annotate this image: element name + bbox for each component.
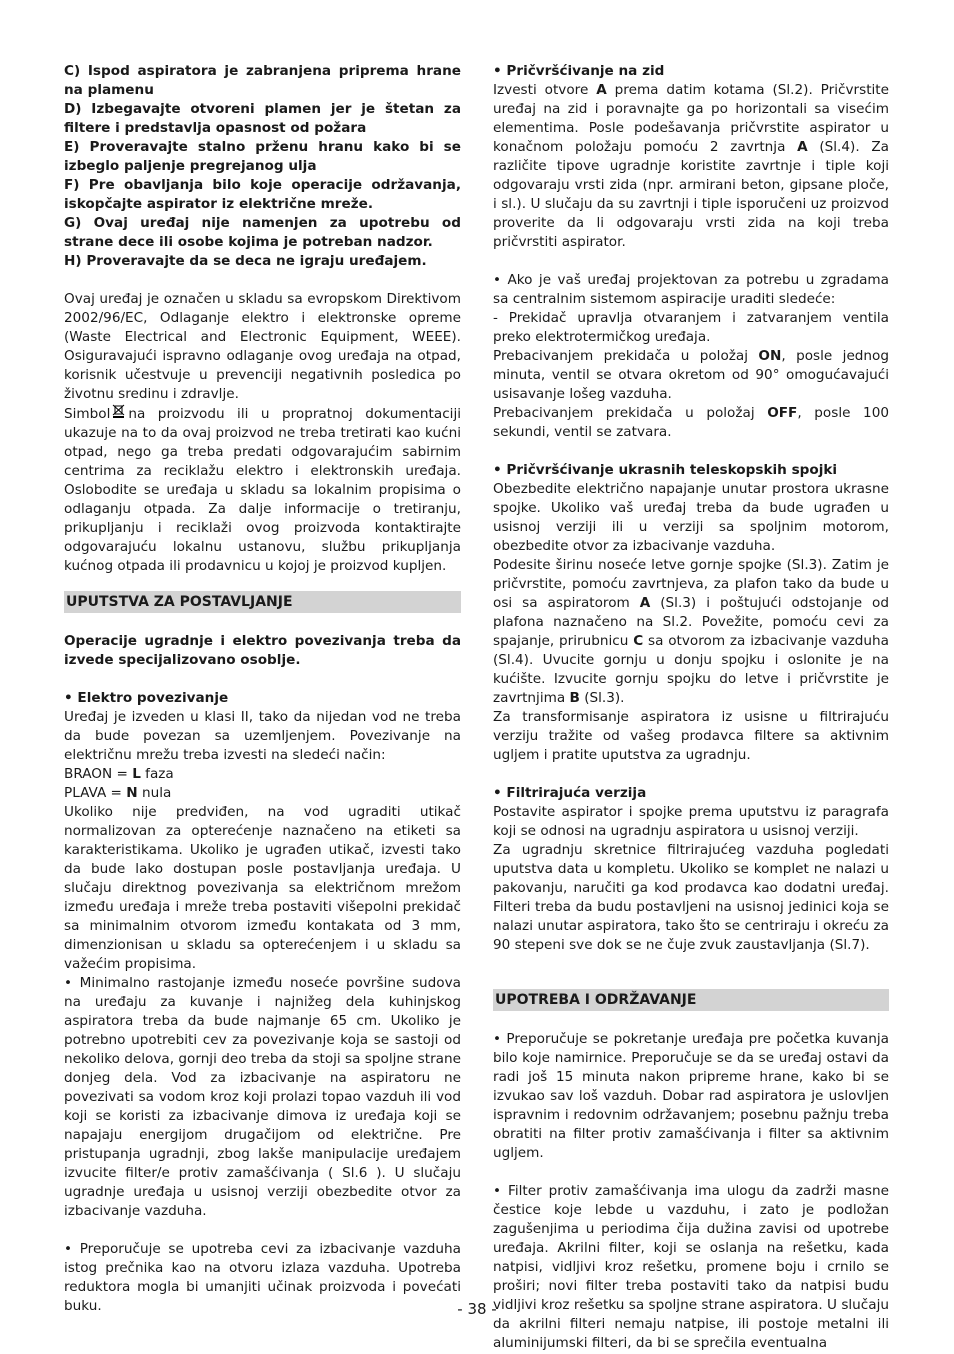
filter-version-title: • Filtrirajuća verzija	[493, 785, 647, 801]
wall-key-a2: A	[797, 139, 808, 155]
warning-e: E) Proveravajte stalno prženu hranu kako bi se izbeglo paljenje pregrejanog ulja	[64, 139, 461, 174]
telescopic-title: • Pričvršćivanje ukrasnih teleskopskih spojki	[493, 462, 838, 478]
warning-g: G) Ovaj uređaj nije namenjen za upotrebu od strane dece ili osobe kojima je potreban nadzor.	[64, 215, 461, 250]
brown-label: BRAON =	[64, 766, 133, 782]
on-text-2: , posle jednog minuta, ventil se otvara okretom od 90° omogućavajući usisavanje lošeg vazduha.	[493, 348, 889, 402]
filter-version-text-1: Postavite aspirator i spojke prema uputstvu iz paragrafa koji se odnosi na ugradnju aspiratora u usisnoj verziji.	[493, 804, 889, 839]
tele-key-a: A	[639, 595, 651, 611]
blue-key: N	[126, 785, 138, 801]
switch-off-text	[493, 404, 889, 442]
use-text-2: • Filter protiv zamašćivanja ima ulogu da zadrži masne čestice koje lebde u vazduhu, i zato je podložan zagušenjima u periodima čija dužina zavisi od upotrebe uređaja. Akrilni filter, koji se oslanja na rešetku, kada natpisi, vidljivi kroz rešetku, promene boju i crnilo se proširi; novi filter treba postaviti tako da natpisi budu vidljivi kroz rešetku sa spoljne strane aspiratora. U slučaju da akrilni filteri nemaju natpise, ili postoje metalni ili aluminijumski filteri, da bi se sprečila eventualna	[493, 1183, 889, 1351]
central-system-switch-text: - Prekidač upravlja otvaranjem i zatvaranjem ventila preko elektrotermičkog uređaja.	[493, 310, 889, 345]
weee-symbol-paragraph	[64, 404, 461, 576]
tele-key-b: B	[569, 690, 580, 706]
wall-mount-text	[493, 81, 889, 252]
weee-paragraph: Ovaj uređaj je označen u skladu sa evropskom Direktivom 2002/96/EC, Odlaganje elektro i elektronske opreme (Waste Electrical and Electronic Equipment, WEEE). Osiguravajući ispravno odlaganje ovog uređaja na otpad, korisnik učestvuje u prevenciji negativnih posledica po životnu sredinu i zdravlje.	[64, 291, 461, 402]
heading-use-maintenance: UPOTREBA I ODRŽAVANJE	[493, 989, 889, 1011]
install-intro: Operacije ugradnje i elektro povezivanja treba da izvede specijalizovano osoblje.	[64, 633, 461, 668]
wall-mount-title: • Pričvršćivanje na zid	[493, 63, 665, 79]
tele-text-a: Podesite širinu noseće letve gornje spojke (Sl.3). Zatim je pričvrstite, pomoću zavrtnjeva, za plafon tako da bude u osi sa aspiratorom	[493, 557, 889, 611]
warning-h: H) Proveravajte da se deca ne igraju uređajem.	[64, 253, 427, 269]
right-column	[493, 62, 889, 1353]
wall-text-2: prema datim kotama (Sl.2). Pričvrstite uređaj na zid i poravnajte ga po horizontali sa visećim elementima. Posle podešavanja pričvrstite aspirator u konačnom položaju pomoću 2 zavrtnja	[493, 82, 889, 155]
page-number: - 38 -	[457, 1300, 497, 1318]
wall-text-1: Izvesti otvore	[493, 82, 597, 98]
telescopic-text-1: Obezbedite električno napajanje unutar prostora ukrasne spojke. Ukoliko vaš uređaj treba da bude ugrađen u usisnoj verziji ili u verziji sa spoljnim motorom, obezbedite otvor za izbacivanje vazduha.	[493, 481, 889, 554]
tele-text-b: (Sl.3) i poštujući odstojanje od plafona naznačeno na Sl.2. Povežite, pomoću cevi za spajanje, prirubnicu	[493, 595, 889, 649]
symbol-label: Simbol	[64, 406, 111, 422]
heading-install: UPUTSTVA ZA POSTAVLJANJE	[64, 591, 461, 613]
switch-on-text	[493, 347, 889, 404]
electrical-connection-title: • Elektro povezivanje	[64, 690, 229, 706]
brown-key: L	[132, 766, 141, 782]
on-text-1: Prebacivanjem prekidača u položaj	[493, 348, 759, 364]
brown-meaning: faza	[140, 766, 174, 782]
left-column	[64, 62, 461, 1316]
electrical-connection-text: Uređaj je izveden u klasi II, tako da nijedan vod ne treba da bude povezan sa uzemljenjem. Povezivanje na električnu mrežu treba izvesti na sledeći način:	[64, 709, 461, 763]
blue-label: PLAVA =	[64, 785, 127, 801]
blue-wire-line	[64, 784, 461, 803]
pipe-recommendation-text: • Preporučuje se upotreba cevi za izbacivanje vazduha istog prečnika kao na otvoru izlaza vazduha. Upotreba reduktora mogla bi umanjiti učinak proizvoda i povećati buku.	[64, 1241, 461, 1314]
warning-d: D) Izbegavajte otvoreni plamen jer je štetan za filtere i predstavlja opasnost od požara	[64, 101, 461, 136]
electrical-connection-text-2: Ukoliko nije predviđen, na vod ugraditi utikač normalizovan za opterećenje naznačeno na etiketi sa karakteristikama. Ukoliko je ugrađen utikač, izvesti tako da bude lako dostupan posle postavljanja uređaja. U slučaju direktnog povezivanja sa električnom mrežom između uređaja i mreže treba postaviti višepolni prekidač sa minimalnim otvorom između kontakata od 3 mm, dimenzionisan u skladu sa opterećenjem i u skladu sa važećim propisima.	[64, 804, 461, 972]
tele-text-c: sa otvorom za izbacivanje vazduha (Sl.4). Uvucite gornju u donju spojku i oslonite je na kućište. Izvucite gornju spojku do letve i pričvrstite je zavrtnjima	[493, 633, 889, 706]
off-text-2: , posle 100 sekundi, ventil se zatvara.	[493, 405, 890, 440]
minimum-distance-text: • Minimalno rastojanje između noseće površine sudova na uređaju za kuvanje i najnižeg dela kuhinjskog aspiratora treba da bude najmanje 65 cm. Ukoliko je potrebno upotrebiti cev za povezivanje koja se sastoji od nekoliko delova, gornji deo treba da stoji sa spoljne strane donjeg dela. Vod za izbacivanje na aspiratoru ne povezivati sa vodom kroz koji prolazi topao vazduh ili vod koji se koristi za izbacivanje dimova iz uređaja koji se napajaju energijom drugačijom od električne. Pre pristupanja ugradnji, zbog lakše manipulacije uređajem izvucite filter/e protiv zamašćivanja ( Sl.6 ). U slučaju ugradnje uređaja u usisnoj verziji obezbedite otvor za izbacivanje vazduha.	[64, 975, 461, 1219]
wall-text-3: (Sl.4). Za različite tipove ugradnje koristite zavrtnje i tiple koji odgovaraju vrsti zida (npr. armirani beton, gipsane ploče, i sl.). U slučaju da su zavrtnji i tiple isporučeni uz proizvod proverite da li odgovaraju vrsti zida na koji treba pričvrstiti aspirator.	[493, 139, 889, 250]
filter-version-text-2: Za ugradnju skretnice filtrirajućeg vazduha pogledati uputstva data u kompletu. Ukoliko se komplet ne nalazi u pakovanju, naručiti ga kod prodavca kao dodatni uređaj. Filteri treba da budu postavljeni na usisnoj jedinici koja se nalazi unutar aspiratora, tako što se centriraju i okreću za 90 stepeni sve dok se ne čuje zvuk zaustavljanja (Sl.7).	[493, 842, 889, 953]
tele-text-d: (Sl.3).	[579, 690, 625, 706]
telescopic-text-3: Za transformisanje aspiratora iz usisne u filtrirajuću verziju tražite od vašeg prodavca filtere sa aktivnim ugljem i pratite uputstva za ugradnju.	[493, 709, 889, 763]
crossed-out-wheelie-bin-icon	[111, 404, 127, 418]
off-key: OFF	[767, 405, 798, 421]
tele-key-c: C	[633, 633, 644, 649]
off-text-1: Prebacivanjem prekidača u položaj	[493, 405, 768, 421]
warning-c: C) Ispod aspiratora je zabranjena priprema hrane na plamenu	[64, 63, 461, 98]
on-key: ON	[758, 348, 782, 364]
blue-meaning: nula	[137, 785, 172, 801]
central-system-text: • Ako je vaš uređaj projektovan za potrebu u zgradama sa centralnim sistemom aspiracije uraditi sledeće:	[493, 272, 889, 307]
warning-f: F) Pre obavljanja bilo koje operacije održavanja, iskopčajte aspirator iz električne mreže.	[64, 177, 461, 212]
brown-wire-line	[64, 765, 461, 784]
use-text-1: • Preporučuje se pokretanje uređaja pre početka kuvanja bilo koje namirnice. Preporučuje se da se uređaj ostavi da radi još 15 minuta nakon pripreme hrane, kako bi se izvukao sav loš vazduh. Dobar rad aspiratora je uslovljen ispravnim i redovnim održavanjem; posebnu pažnju treba obratiti na filter protiv zamašćivanja i filter sa aktivnim ugljem.	[493, 1031, 889, 1161]
wall-key-a1: A	[596, 82, 607, 98]
telescopic-text-2	[493, 556, 889, 708]
symbol-text: na proizvodu ili u propratnoj dokumentaciji ukazuje na to da ovaj proizvod ne treba tretirati kao kućni otpad, nego ga treba predati odgovarajućim sabirnim centrima za reciklažu elektro i elektronskih uređaja. Oslobodite se uređaja u skladu sa lokalnim propisima o odlaganju otpada. Za dalje informacije o tretiranju, prikupljanju i reciklaži ovog proizvoda kontaktirajte odgovarajuću lokalnu ustanovu, službu prikupljanja kućnog otpada ili prodavnicu u kojoj je proizvod kupljen.	[64, 406, 461, 574]
